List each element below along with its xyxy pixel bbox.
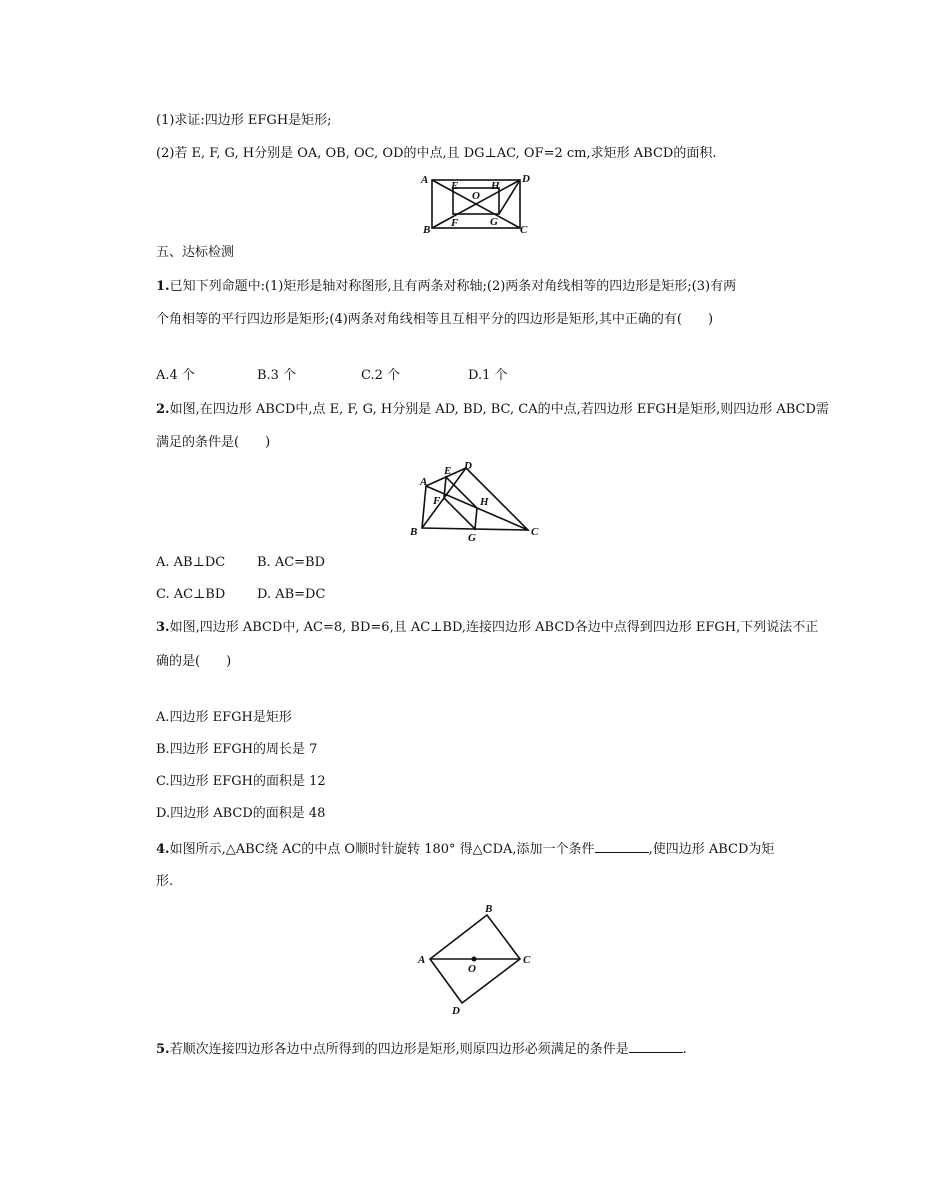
q2-line2: 满足的条件是( ): [156, 435, 271, 450]
q5-line1: [156, 1040, 687, 1058]
q2-option-c: C. AC⊥BD: [156, 587, 226, 602]
fig1-label-a: A: [421, 174, 429, 186]
q2-text-line1: 如图,在四边形 ABCD中,点 E, F, G, H分别是 AD, BD, BC, CA的中点,若四边形 EFGH是矩形,则四边形 ABCD需: [169, 402, 829, 417]
fig2-label-f: F: [433, 495, 441, 507]
q4-line1: [156, 840, 774, 858]
q4-line2: 形.: [156, 874, 174, 889]
fig3-label-b: B: [485, 903, 493, 915]
q2-option-b: B. AC=BD: [257, 555, 326, 570]
q3-option-a: A.四边形 EFGH是矩形: [156, 710, 292, 725]
figure-quadrilateral-abcd: [404, 460, 544, 544]
fig2-label-d: D: [464, 460, 472, 472]
q3-line2: 确的是( ): [156, 654, 232, 669]
q1-line2: 个角相等的平行四边形是矩形;(4)两条对角线相等且互相平分的四边形是矩形,其中正确的有( ): [156, 312, 714, 327]
q1-text-line1: 已知下列命题中:(1)矩形是轴对称图形,且有两条对称轴;(2)两条对角线相等的四边形是矩形;(3)有两: [169, 279, 737, 294]
q2-line1: [156, 402, 829, 418]
q4-number: 4.: [156, 842, 170, 857]
q2-option-d: D. AB=DC: [257, 587, 326, 602]
fig1-label-o: O: [472, 190, 480, 202]
fig1-label-f: F: [451, 217, 459, 229]
prev-part1: (1)求证:四边形 EFGH是矩形;: [156, 113, 332, 128]
q3-option-d: D.四边形 ABCD的面积是 48: [156, 806, 326, 821]
fig2-label-b: B: [410, 526, 418, 538]
prev-part2: (2)若 E, F, G, H分别是 OA, OB, OC, OD的中点,且 DG⊥AC, OF=2 cm,求矩形 ABCD的面积.: [156, 146, 717, 161]
q3-option-c: C.四边形 EFGH的面积是 12: [156, 774, 326, 789]
fig1-label-g: G: [490, 216, 498, 228]
fig1-label-e: E: [451, 180, 459, 192]
q3-line1: [156, 620, 818, 636]
fig3-label-d: D: [452, 1005, 460, 1017]
q1-option-c: C.2 个: [361, 368, 401, 383]
q1-option-d: D.1 个: [468, 368, 508, 383]
q4-text-b: ,使四边形 ABCD为矩: [648, 842, 775, 857]
q5-text-b: .: [682, 1042, 687, 1057]
q3-text-line1: 如图,四边形 ABCD中, AC=8, BD=6,且 AC⊥BD,连接四边形 ABCD各边中点得到四边形 EFGH,下列说法不正: [169, 620, 819, 635]
q5-number: 5.: [156, 1042, 170, 1057]
fig1-label-h: H: [491, 180, 500, 192]
q5-answer-blank: [629, 1040, 683, 1053]
q1-line1: [156, 279, 736, 295]
fig1-label-b: B: [423, 224, 431, 236]
fig2-label-c: C: [531, 526, 539, 538]
figure-rotation-abcd: [412, 902, 542, 1018]
fig1-label-c: C: [520, 224, 528, 236]
figure-rectangle-abcd: [418, 172, 538, 236]
q1-option-a: A.4 个: [156, 368, 195, 383]
fig3-label-o: O: [468, 963, 476, 975]
q2-option-a: A. AB⊥DC: [156, 555, 226, 570]
fig1-label-d: D: [522, 173, 530, 185]
section-title: 五、达标检测: [156, 245, 235, 260]
q2-number: 2.: [156, 402, 170, 417]
q1-number: 1.: [156, 279, 170, 294]
q4-text-a: 如图所示,△ABC绕 AC的中点 O顺时针旋转 180° 得△CDA,添加一个条件: [169, 842, 595, 857]
fig2-label-e: E: [444, 465, 452, 477]
fig3-label-a: A: [418, 954, 426, 966]
fig2-label-g: G: [468, 532, 476, 544]
q1-option-b: B.3 个: [257, 368, 297, 383]
q4-answer-blank: [595, 840, 649, 853]
q3-number: 3.: [156, 620, 170, 635]
fig2-label-h: H: [480, 496, 489, 508]
q3-option-b: B.四边形 EFGH的周长是 7: [156, 742, 318, 757]
fig2-label-a: A: [420, 476, 428, 488]
q5-text-a: 若顺次连接四边形各边中点所得到的四边形是矩形,则原四边形必须满足的条件是: [169, 1042, 629, 1057]
fig3-label-c: C: [523, 954, 531, 966]
